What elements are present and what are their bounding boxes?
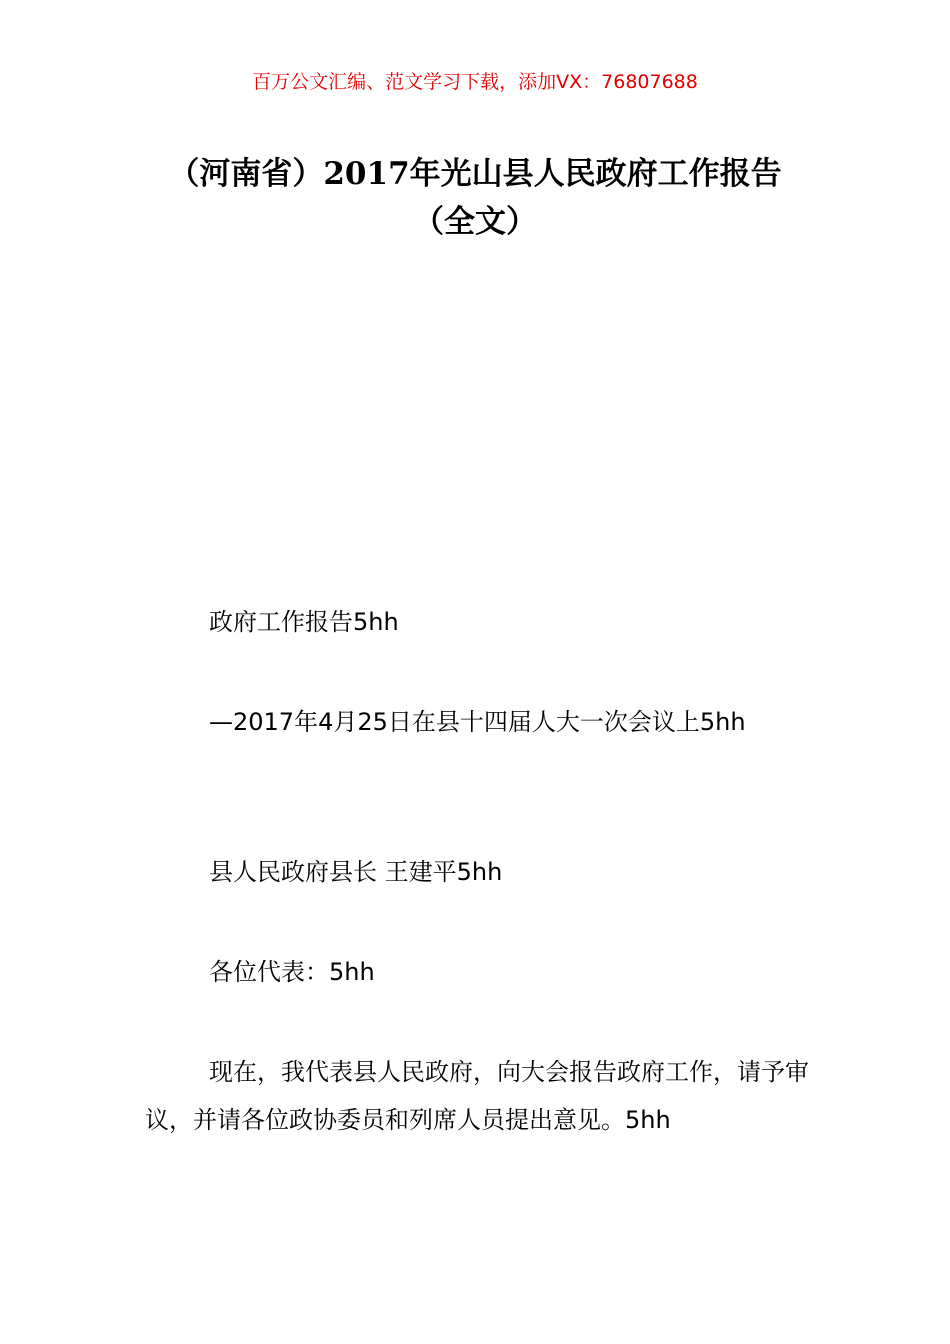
header-watermark-note: 百万公文汇编、范文学习下载，添加VX：76807688 (252, 71, 698, 93)
speaker-paragraph: 县人民政府县长 王建平5hh (209, 858, 503, 886)
report-heading-paragraph: 政府工作报告5hh (209, 608, 399, 636)
salutation-paragraph: 各位代表：5hh (209, 958, 375, 986)
document-title: （河南省）2017年光山县人民政府工作报告（全文） (168, 156, 782, 240)
opening-paragraph: 现在，我代表县人民政府，向大会报告政府工作，请予审议，并请各位政协委员和列席人员提出意见。5hh (145, 1058, 809, 1134)
meeting-date-paragraph: —2017年4月25日在县十四届人大一次会议上5hh (209, 708, 746, 736)
